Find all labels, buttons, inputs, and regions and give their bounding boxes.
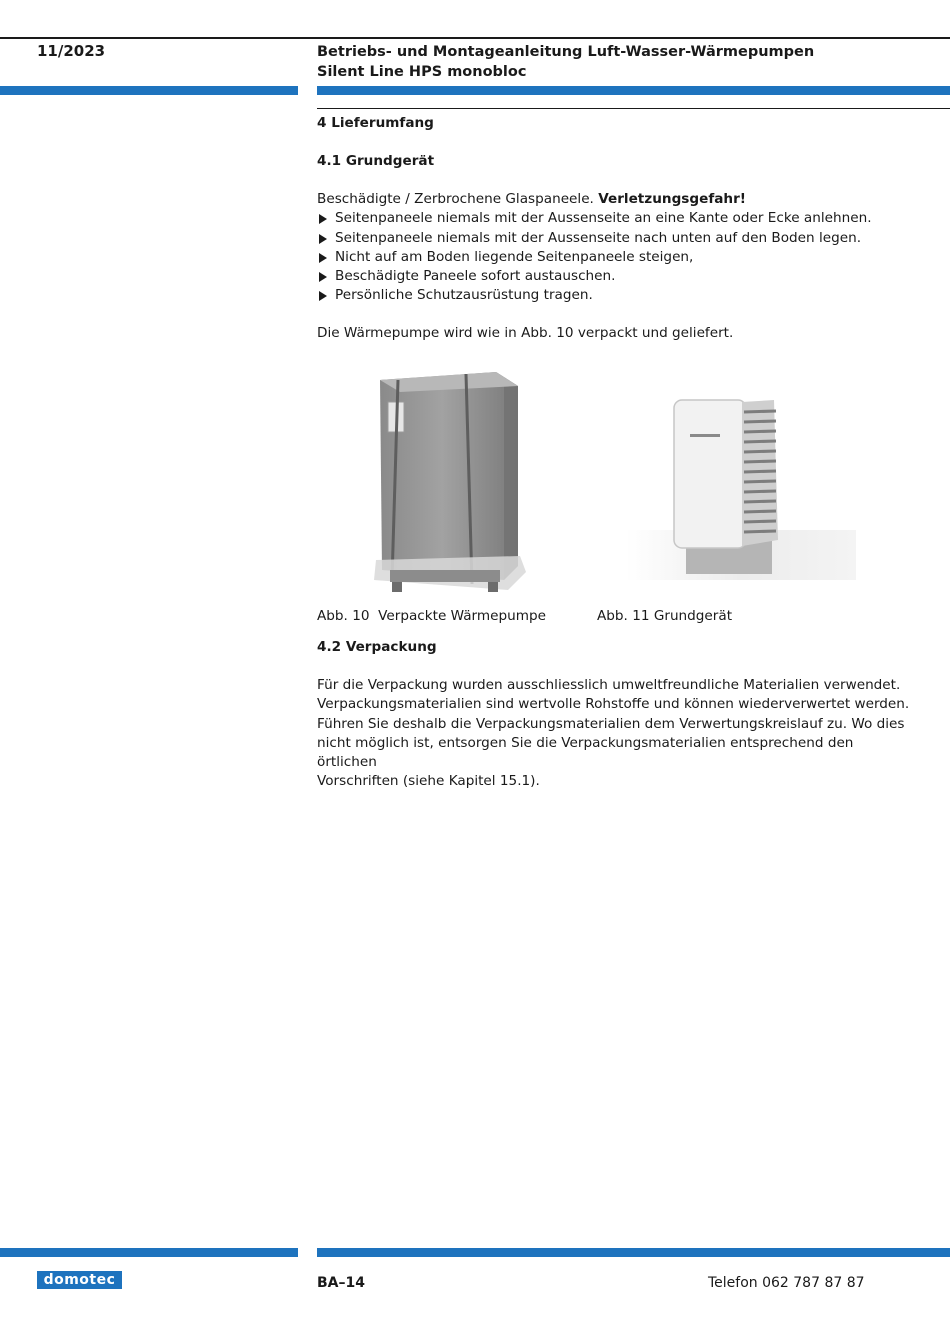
bullet-text: Beschädigte Paneele sofort austauschen. [335,268,616,285]
list-item [317,229,877,248]
paragraph-line: nicht möglich ist, entsorgen Sie die Verpackungsmaterialien entsprechend den örtlichen [317,734,854,771]
document-title [317,42,814,82]
list-item [317,248,877,267]
bullet-text: Persönliche Schutzausrüstung tragen. [335,287,593,304]
warning-text: Beschädigte / Zerbrochene Glaspaneele. [317,191,594,207]
paragraph-line: Führen Sie deshalb die Verpackungsmaterialien dem Verwertungskreislauf zu. Wo dies [317,715,905,732]
bullet-triangle-icon [319,253,327,263]
paragraph-line: Für die Verpackung wurden ausschliesslich umweltfreundliche Materialien verwendet. [317,677,901,693]
warning-line [317,190,877,209]
section-heading: 4 Lieferumfang [317,115,434,131]
bullet-triangle-icon [319,272,327,282]
header-band-right [317,86,950,95]
warning-bold: Verletzungsgefahr! [598,191,747,207]
packaging-paragraph [317,676,917,792]
bullet-triangle-icon [319,214,327,224]
figure-11-caption: Abb. 11 Grundgerät [597,608,733,624]
header-band-left [0,86,298,95]
bullet-triangle-icon [319,234,327,244]
document-title-line2: Silent Line HPS monobloc [317,64,527,80]
header-bottom-rule [317,108,950,109]
header-top-rule [0,37,950,39]
paragraph-line: Vorschriften (siehe Kapitel 15.1). [317,773,540,790]
document-title-line1: Betriebs- und Montageanleitung Luft-Wasser-Wärmepumpen [317,44,815,60]
bullet-text: Nicht auf am Boden liegende Seitenpaneele steigen, [335,248,694,265]
bullet-triangle-icon [319,291,327,301]
figure-base-unit [626,390,856,582]
footer-band-left [0,1248,298,1257]
footer-phone: Telefon 062 787 87 87 [708,1275,865,1291]
paragraph-line: Verpackungsmaterialien sind wertvolle Rohstoffe und können wiederverwertet werden. [317,696,910,713]
list-item [317,286,877,305]
subsection-heading-4-2: 4.2 Verpackung [317,639,437,655]
warning-block [317,190,877,306]
safety-bullet-list [317,209,877,305]
list-item [317,209,877,228]
subsection-heading-4-1: 4.1 Grundgerät [317,153,435,169]
list-item [317,267,877,286]
footer-band-right [317,1248,950,1257]
document-date: 11/2023 [37,42,106,60]
figure-10-caption: Abb. 10 Verpackte Wärmepumpe [317,608,546,624]
bullet-text: Seitenpaneele niemals mit der Aussenseite an eine Kante oder Ecke anlehnen. [335,210,872,227]
figure-packed-heat-pump [370,366,530,596]
delivery-text: Die Wärmepumpe wird wie in Abb. 10 verpackt und geliefert. [317,325,734,341]
bullet-text: Seitenpaneele niemals mit der Aussenseite nach unten auf den Boden legen. [335,229,862,246]
page-number: BA–14 [317,1275,365,1291]
domotec-logo: domotec [37,1271,122,1289]
